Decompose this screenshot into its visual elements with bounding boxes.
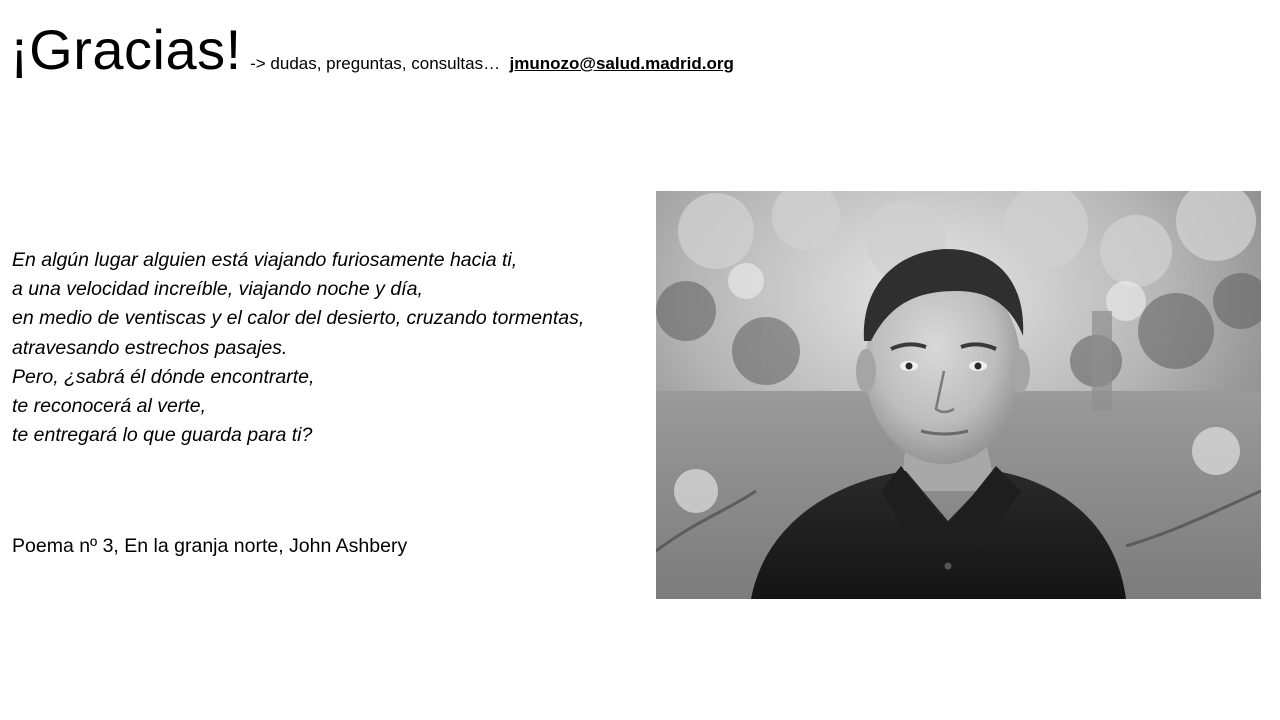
poem-attribution: Poema nº 3, En la granja norte, John Ashbery [12, 535, 408, 557]
email-link[interactable]: jmunozo@salud.madrid.org [509, 54, 734, 73]
slide-title: ¡Gracias! [10, 18, 242, 81]
poem-line: En algún lugar alguien está viajando furiosamente hacia ti, [12, 249, 518, 271]
poem-line: te reconocerá al verte, [12, 395, 207, 418]
poem-line: en medio de ventiscas y el calor del desierto, cruzando tormentas, [12, 307, 585, 330]
slide-subtitle: -> dudas, preguntas, consultas… [250, 54, 501, 73]
poem-line: a una velocidad increíble, viajando noche y día, [12, 278, 423, 301]
poem-line: atravesando estrechos pasajes. [12, 336, 288, 359]
poem [12, 246, 672, 450]
author-portrait-photo [656, 191, 1261, 599]
poem-line: Pero, ¿sabrá él dónde encontrarte, [12, 365, 315, 388]
title-row [10, 18, 734, 81]
poem-line: te entregará lo que guarda para ti? [12, 424, 313, 447]
